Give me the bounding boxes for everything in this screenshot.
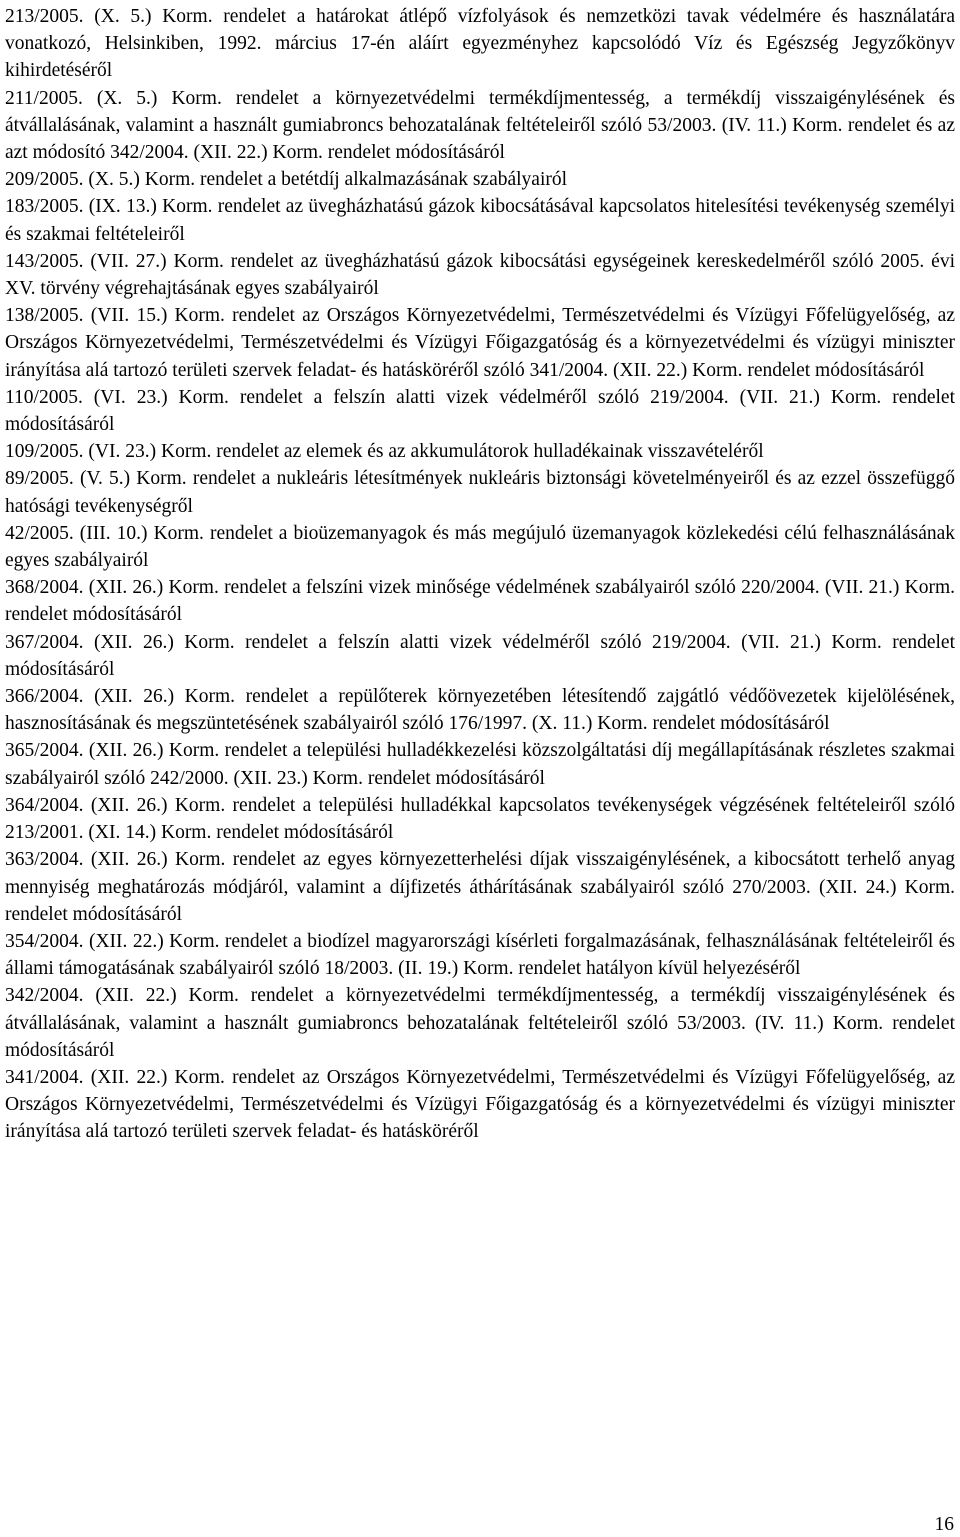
regulation-entry: 366/2004. (XII. 26.) Korm. rendelet a repülőterek környezetében létesítendő zajgátló védőövezetek kijelölésének, hasznosításának és megszüntetésének szabályairól szóló 176/1997. (X. 11.) Korm. rendelet módosításáról [5,686,955,735]
regulation-entry: 365/2004. (XII. 26.) Korm. rendelet a települési hulladékkezelési közszolgáltatási díj megállapításának részletes szakmai szabályairól szóló 242/2000. (XII. 23.) Korm. rendelet módosításáról [5,740,955,789]
regulation-entry: 342/2004. (XII. 22.) Korm. rendelet a környezetvédelmi termékdíjmentesség, a termékdíj visszaigénylésének és átvállalásának, valamint a használt gumiabroncs behozatalának feltételeiről szóló 53/2003. (IV. 11.) Korm. rendelet módosításáról [5,985,955,1061]
regulation-entry: 109/2005. (VI. 23.) Korm. rendelet az elemek és az akkumulátorok hulladékainak visszavételéről [5,441,764,463]
regulation-entry: 364/2004. (XII. 26.) Korm. rendelet a települési hulladékkal kapcsolatos tevékenységek végzésének feltételeiről szóló 213/2001. (XI. 14.) Korm. rendelet módosításáról [5,794,955,844]
regulation-entry: 138/2005. (VII. 15.) Korm. rendelet az Országos Környezetvédelmi, Természetvédelmi és Vízügyi Főfelügyelőség, az Országos Környezetvédelmi, Természetvédelmi és Vízügyi Főigazgatóság és a környezetvédelmi és vízügyi miniszter irányítása alá tartozó területi szervek feladat- és hatásköréről szóló 341/2004. (XII. 22.) Korm. rendelet módosításáról [5,305,955,381]
regulation-entry: 367/2004. (XII. 26.) Korm. rendelet a felszín alatti vizek védelméről szóló 219/2004. (VII. 21.) Korm. rendelet módosításáról [5,631,955,680]
regulation-entry: 363/2004. (XII. 26.) Korm. rendelet az egyes környezetterhelési díjak visszaigénylésének, a kibocsátott terhelő anyag mennyiség meghatározás módjáról, valamint a díjfizetés áthárításának szabályairól szóló 270/2003. (XII. 24.) Korm. rendelet módosításáról [5,849,955,925]
regulation-entry: 368/2004. (XII. 26.) Korm. rendelet a felszíni vizek minősége védelmének szabályairól szóló 220/2004. (VII. 21.) Korm. rendelet módosításáról [5,577,955,626]
page-number: 16 [934,1514,954,1535]
regulation-entry: 354/2004. (XII. 22.) Korm. rendelet a biodízel magyarországi kísérleti forgalmazásának, felhasználásának feltételeiről és állami támogatásának szabályairól szóló 18/2003. (II. 19.) Korm. rendelet hatályon kívül helyezéséről [5,930,955,980]
document-page [5,3,955,1146]
regulation-entry: 213/2005. (X. 5.) Korm. rendelet a határokat átlépő vízfolyások és nemzetközi tavak védelmére és használatára vonatkozó, Helsinkiben, 1992. március 17-én aláírt egyezményhez kapcsolódó Víz és Egészség Jegyzőkönyv kihirdetéséről [5,6,955,82]
regulation-entry: 341/2004. (XII. 22.) Korm. rendelet az Országos Környezetvédelmi, Természetvédelmi és Vízügyi Főfelügyelőség, az Országos Környezetvédelmi, Természetvédelmi és Vízügyi Főigazgatóság és a környezetvédelmi és vízügyi miniszter irányítása alá tartozó területi szervek feladat- és hatásköréről [5,1066,955,1143]
regulation-entry: 209/2005. (X. 5.) Korm. rendelet a betétdíj alkalmazásának szabályairól [5,169,568,191]
regulation-entry: 110/2005. (VI. 23.) Korm. rendelet a felszín alatti vizek védelméről szóló 219/2004. (VII. 21.) Korm. rendelet módosításáról [5,386,955,436]
regulation-entry: 211/2005. (X. 5.) Korm. rendelet a környezetvédelmi termékdíjmentesség, a termékdíj visszaigénylésének és átvállalásának, valamint a használt gumiabroncs behozatalának feltételeiről szóló 53/2003. (IV. 11.) Korm. rendelet és az azt módosító 342/2004. (XII. 22.) Korm. rendelet módosításáról [5,87,955,164]
regulation-entry: 183/2005. (IX. 13.) Korm. rendelet az üvegházhatású gázok kibocsátásával kapcsolatos hitelesítési tevékenység személyi és szakmai feltételeiről [5,196,955,245]
regulation-entry: 42/2005. (III. 10.) Korm. rendelet a bioüzemanyagok és más megújuló üzemanyagok közlekedési célú felhasználásának egyes szabályairól [5,522,955,572]
regulation-entry: 89/2005. (V. 5.) Korm. rendelet a nukleáris létesítmények nukleáris biztonsági követelményeiről és az ezzel összefüggő hatósági tevékenységről [5,468,955,517]
regulation-entry: 143/2005. (VII. 27.) Korm. rendelet az üvegházhatású gázok kibocsátási egységeinek kereskedelméről szóló 2005. évi XV. törvény végrehajtásának egyes szabályairól [5,250,955,300]
